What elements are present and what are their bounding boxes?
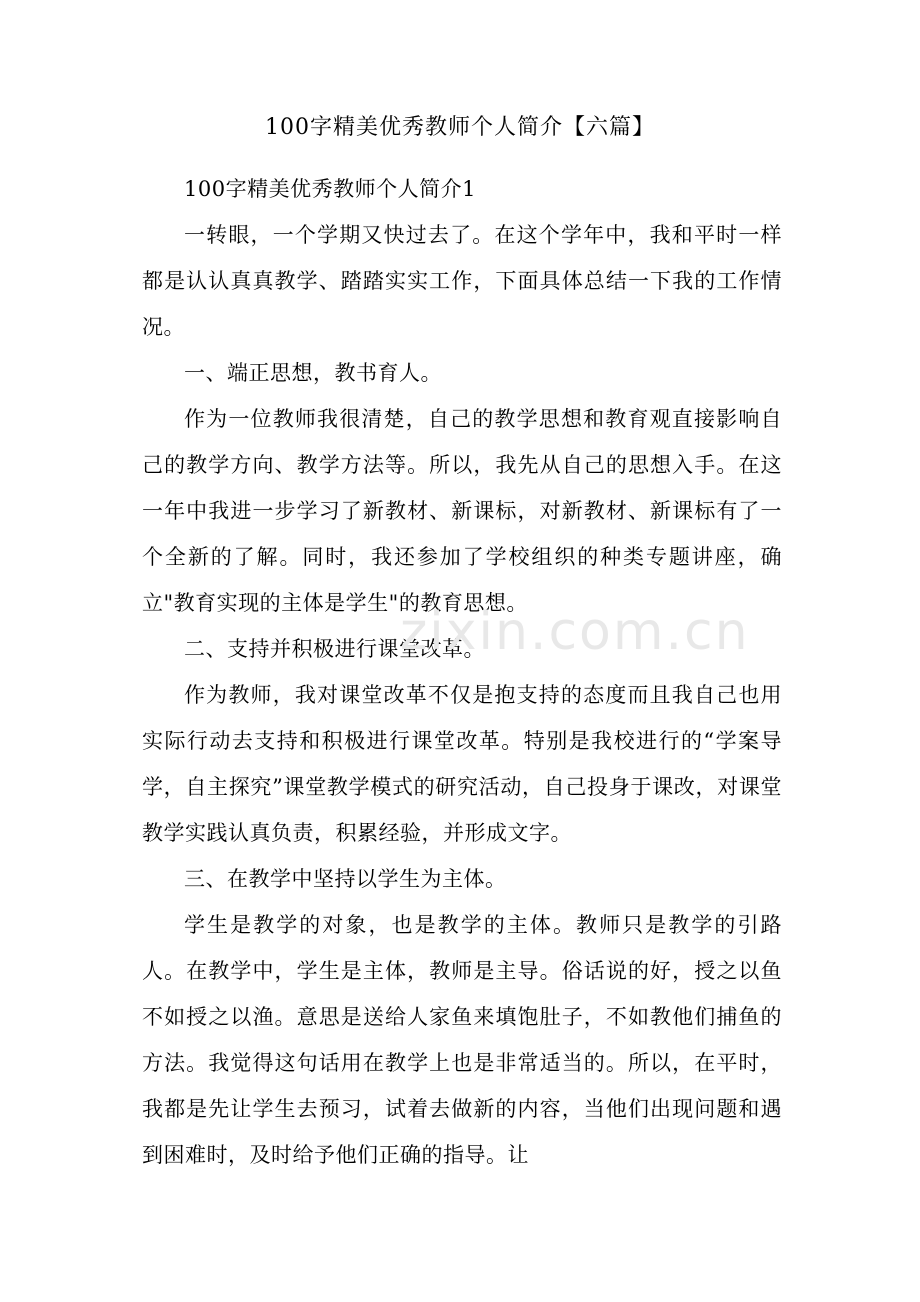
- document-body: [142, 166, 782, 1178]
- body-paragraph: 作为一位教师我很清楚，自己的教学思想和教育观直接影响自己的教学方向、教学方法等。所以，我先从自己的思想入手。在这一年中我进一步学习了新教材、新课标，对新教材、新课标有了一个全新的了解。同时，我还参加了学校组织的种类专题讲座，确立"教育实现的主体是学生"的教育思想。: [142, 407, 782, 615]
- body-paragraph: 学生是教学的对象，也是教学的主体。教师只是教学的引路人。在教学中，学生是主体，教师是主导。俗话说的好，授之以鱼不如授之以渔。意思是送给人家鱼来填饱肚子，不如教他们捕鱼的方法。我觉得这句话用在教学上也是非常适当的。所以，在平时，我都是先让学生去预习，试着去做新的内容，当他们出现问题和遇到困难时，及时给予他们正确的指导。让: [142, 913, 782, 1167]
- section-heading: 一、端正思想，教书育人。: [184, 361, 442, 385]
- section-heading: 二、支持并积极进行课堂改革。: [184, 637, 485, 661]
- watermark: zixin.com.cn: [400, 602, 750, 662]
- document-title: 100字精美优秀教师个人简介【六篇】: [265, 115, 655, 140]
- section-heading: 三、在教学中坚持以学生为主体。: [184, 867, 507, 891]
- body-paragraph: 作为教师，我对课堂改革不仅是抱支持的态度而且我自己也用实际行动去支持和积极进行课堂改革。特别是我校进行的“学案导学，自主探究”课堂教学模式的研究活动，自己投身于课改，对课堂教学实践认真负责，积累经验，并形成文字。: [142, 683, 782, 845]
- section-heading: 100字精美优秀教师个人简介1: [184, 177, 476, 201]
- body-paragraph: 一转眼，一个学期又快过去了。在这个学年中，我和平时一样都是认认真真教学、踏踏实实工作，下面具体总结一下我的工作情况。: [142, 223, 782, 339]
